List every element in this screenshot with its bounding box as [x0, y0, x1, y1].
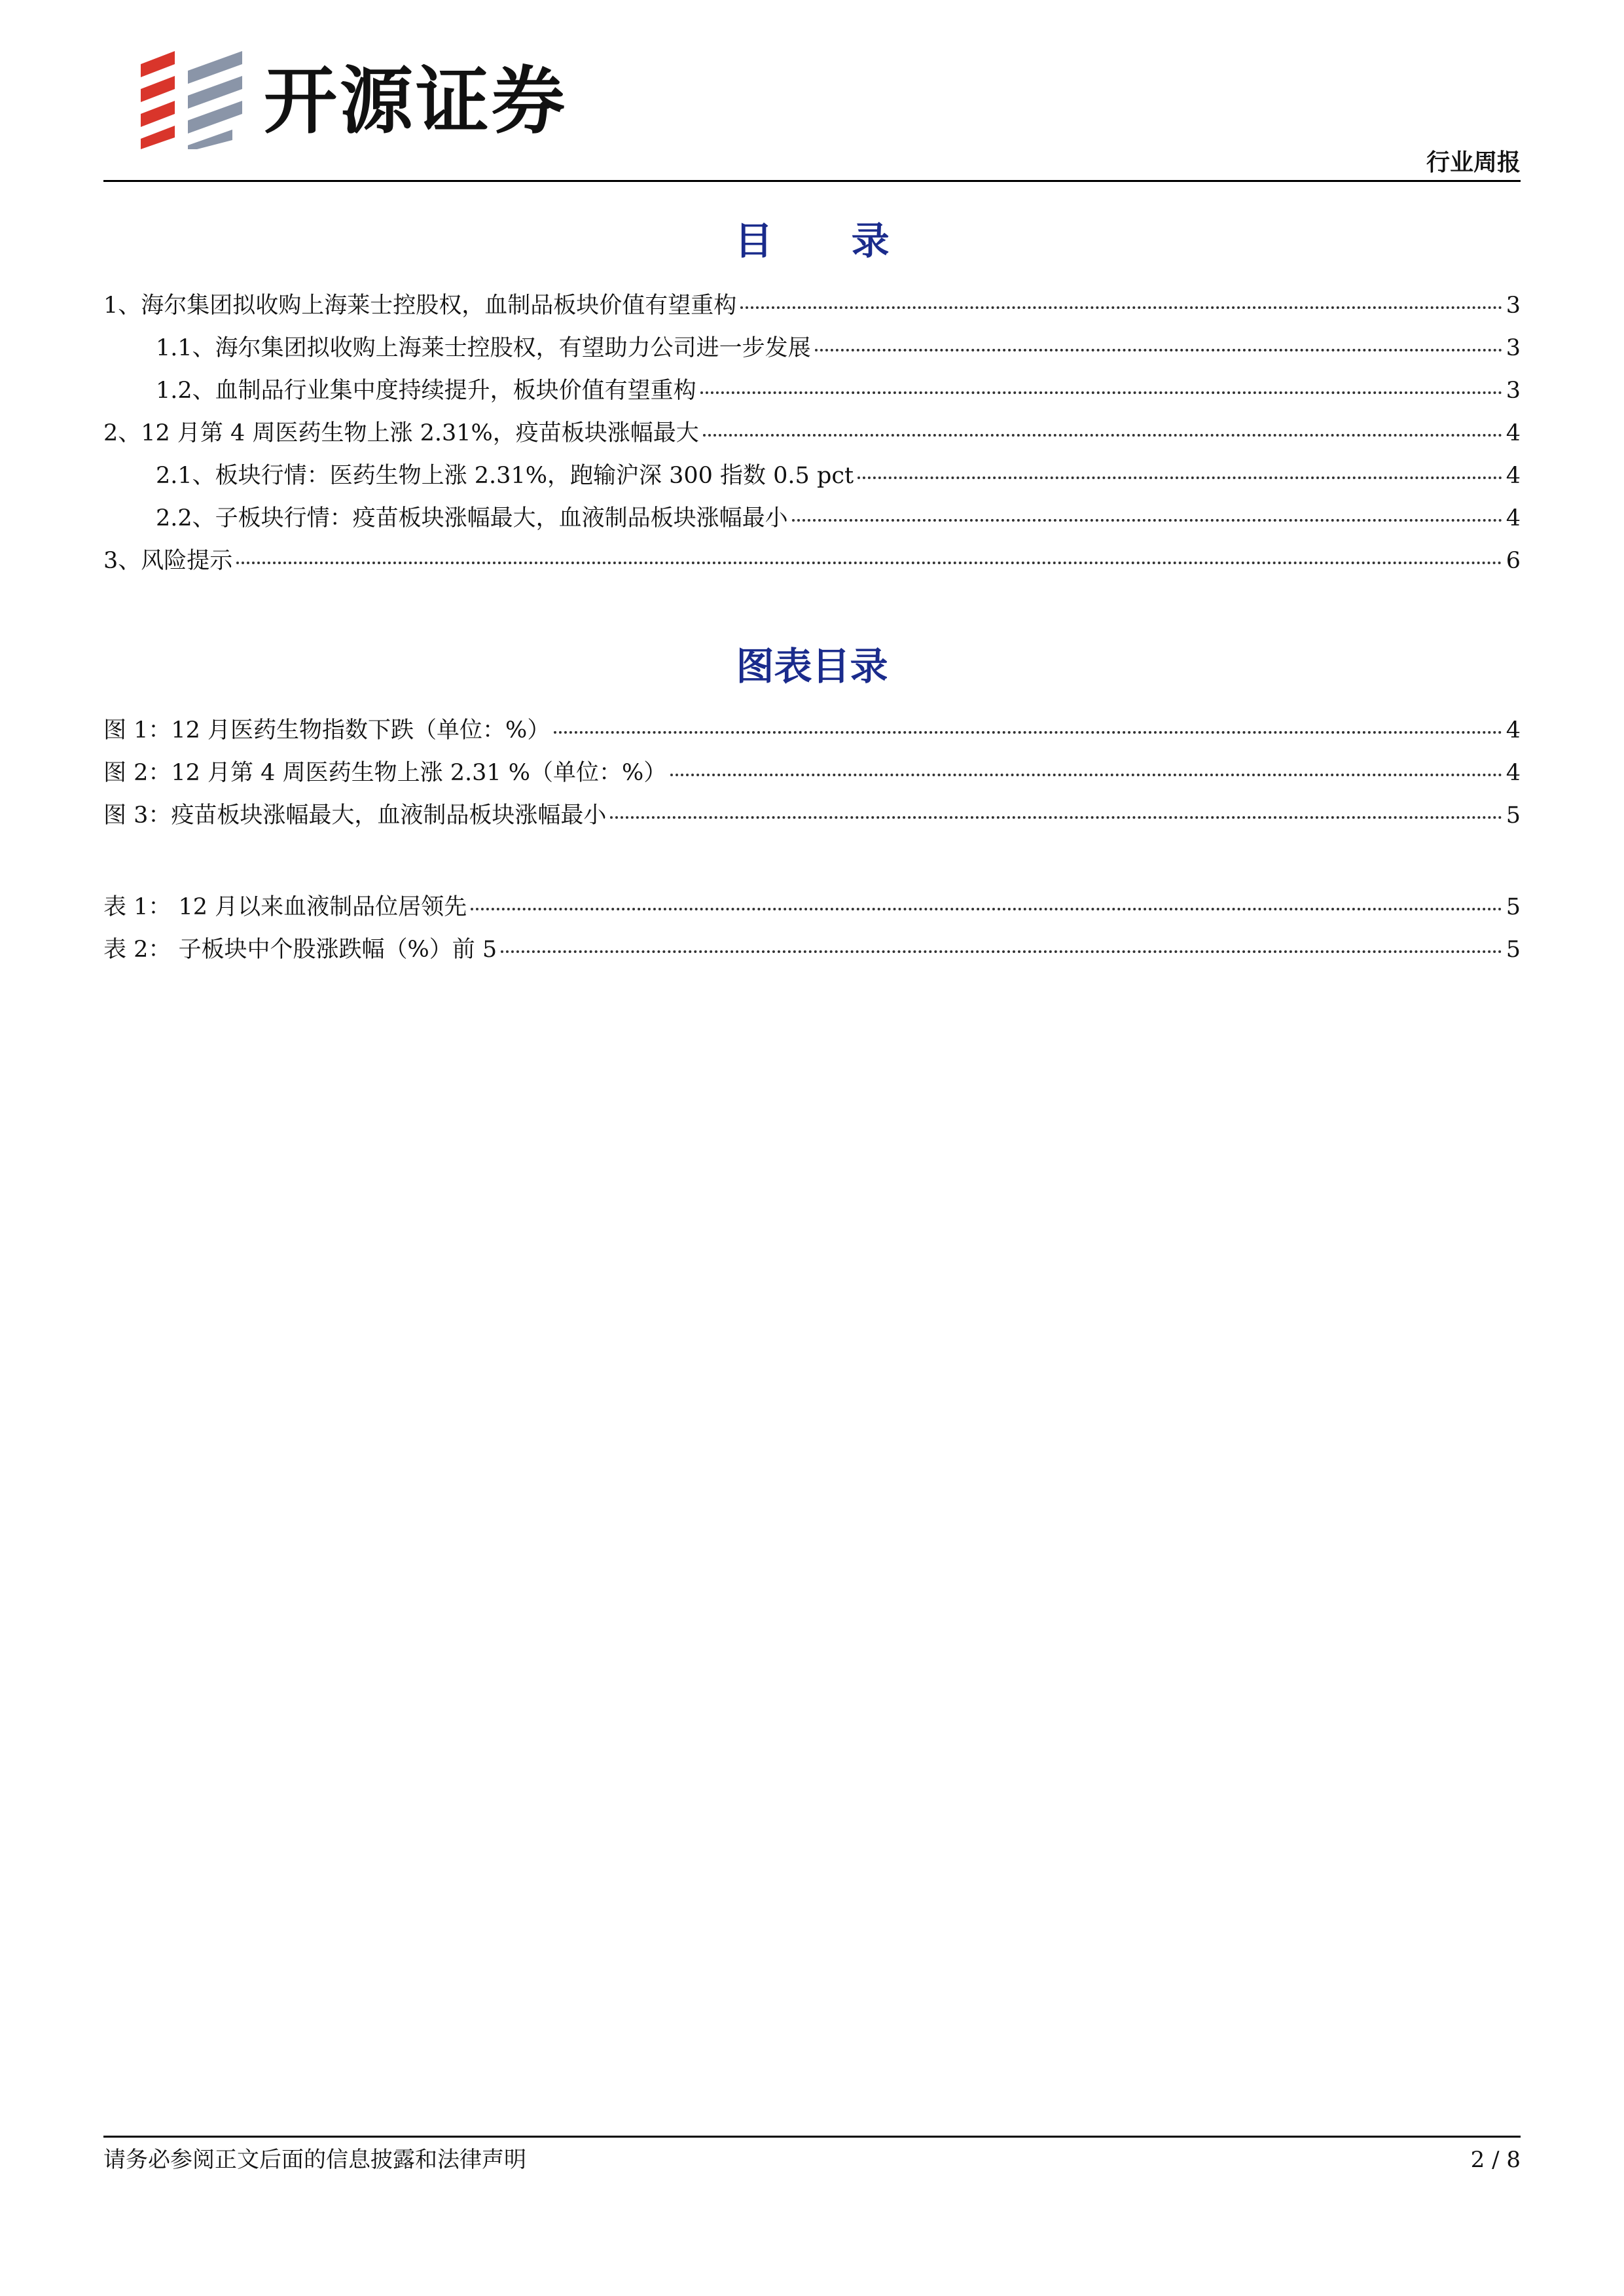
figure-entry-label: 图 3：疫苗板块涨幅最大，血液制品板块涨幅最小 — [103, 802, 607, 829]
footer-disclaimer: 请务必参阅正文后面的信息披露和法律声明 — [103, 2147, 526, 2173]
figure-entry-label: 图 1：12 月医药生物指数下跌（单位：%） — [103, 717, 550, 744]
dot-leader — [700, 391, 1502, 394]
figure-entry-label: 图 2：12 月第 4 周医药生物上涨 2.31 %（单位：%） — [103, 760, 667, 786]
dot-leader — [610, 816, 1502, 819]
table-entry[interactable] — [103, 891, 1521, 934]
page-number: 2 / 8 — [1470, 2147, 1521, 2173]
toc-entry-page: 3 — [1506, 293, 1521, 319]
toc-entry-page: 3 — [1506, 378, 1521, 404]
figure-entry-page: 4 — [1506, 717, 1521, 744]
dot-leader — [792, 519, 1502, 522]
brand-name: 开源证券 — [264, 59, 568, 144]
report-type: 行业周报 — [1426, 149, 1521, 176]
dot-leader — [471, 908, 1502, 910]
figures-title: 图表目录 — [736, 644, 888, 689]
toc-entry-page: 3 — [1506, 335, 1521, 361]
toc-entry-page: 4 — [1506, 505, 1521, 531]
figure-entry-page: 4 — [1506, 760, 1521, 786]
dot-leader — [815, 349, 1502, 351]
figure-entry[interactable] — [103, 757, 1521, 800]
dot-leader — [670, 774, 1502, 776]
kaiyuan-securities-logo-icon — [134, 51, 249, 149]
toc-entry-label: 2.2、子板块行情：疫苗板块涨幅最大，血液制品板块涨幅最小 — [156, 505, 788, 531]
dot-leader — [740, 306, 1502, 309]
toc-entry-label: 2.1、板块行情：医药生物上涨 2.31%，跑输沪深 300 指数 0.5 pct — [156, 463, 854, 489]
table-entry-label: 表 2： 子板块中个股涨跌幅（%）前 5 — [103, 937, 497, 963]
toc-entry-page: 6 — [1506, 548, 1521, 574]
toc-entry[interactable] — [103, 332, 1521, 375]
footer-divider — [103, 2136, 1521, 2138]
table-entry[interactable] — [103, 934, 1521, 977]
dot-leader — [857, 476, 1502, 479]
figure-entry-page: 5 — [1506, 802, 1521, 829]
table-entry-label: 表 1： 12 月以来血液制品位居领先 — [103, 894, 467, 920]
dot-leader — [236, 562, 1502, 564]
figure-entry[interactable] — [103, 800, 1521, 842]
dot-leader — [703, 434, 1502, 437]
toc-entry-label: 1.1、海尔集团拟收购上海莱士控股权，有望助力公司进一步发展 — [156, 335, 811, 361]
toc-entry-page: 4 — [1506, 463, 1521, 489]
table-entry-page: 5 — [1506, 894, 1521, 920]
figures-list — [103, 715, 1521, 842]
toc-list — [103, 290, 1521, 588]
toc-entry-label: 3、风险提示 — [103, 548, 233, 574]
toc-entry[interactable] — [103, 545, 1521, 588]
toc-entry[interactable] — [103, 290, 1521, 332]
dot-leader — [554, 731, 1502, 734]
toc-entry[interactable] — [103, 375, 1521, 418]
toc-entry[interactable] — [103, 460, 1521, 503]
toc-entry-label: 2、12 月第 4 周医药生物上涨 2.31%，疫苗板块涨幅最大 — [103, 420, 699, 446]
tables-list — [103, 891, 1521, 977]
toc-entry[interactable] — [103, 418, 1521, 460]
toc-entry-page: 4 — [1506, 420, 1521, 446]
toc-entry-label: 1.2、血制品行业集中度持续提升，板块价值有望重构 — [156, 378, 696, 404]
toc-title: 目 录 — [734, 219, 922, 263]
toc-entry[interactable] — [103, 503, 1521, 545]
toc-entry-label: 1、海尔集团拟收购上海莱士控股权，血制品板块价值有望重构 — [103, 293, 737, 319]
dot-leader — [501, 950, 1502, 953]
figure-entry[interactable] — [103, 715, 1521, 757]
header-divider — [103, 180, 1521, 182]
table-entry-page: 5 — [1506, 937, 1521, 963]
